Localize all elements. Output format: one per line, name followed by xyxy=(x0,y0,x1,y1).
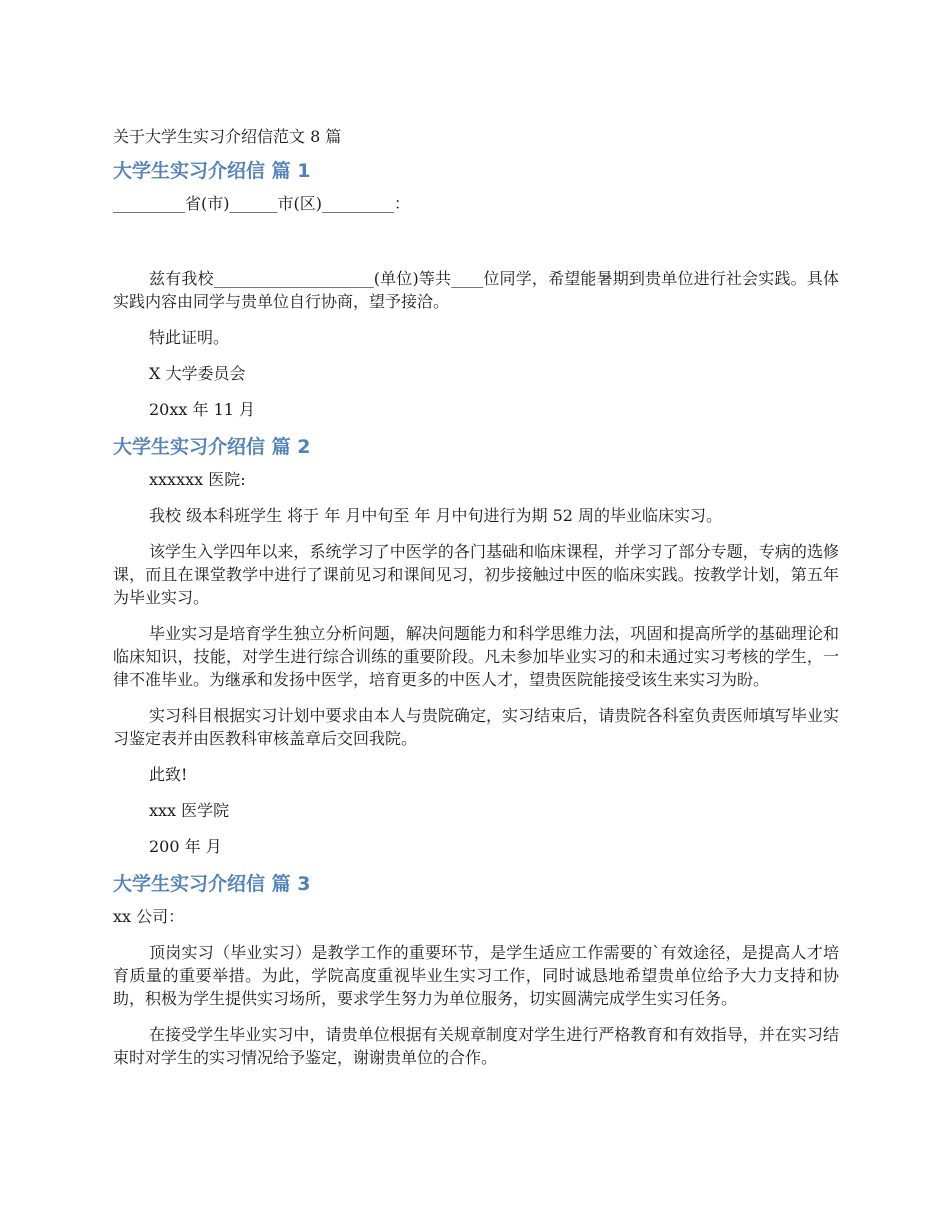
section2-paragraph: 该学生入学四年以来，系统学习了中医学的各门基础和临床课程，并学习了部分专题，专病的选修课，而且在课堂教学中进行了课前见习和课间见习，初步接触过中医的临床实践。按教学计划，第五年为毕业实习。 xyxy=(113,542,839,607)
section1-paragraph: 特此证明。 xyxy=(149,328,230,347)
section2-paragraph: 毕业实习是培育学生独立分析问题，解决问题能力和科学思维力法，巩固和提高所学的基础理论和临床知识，技能，对学生进行综合训练的重要阶段。凡未参加毕业实习的和未通过实习考核的学生，一律不准毕业。为继承和发扬中医学，培育更多的中医人才，望贵医院能接受该生来实习为盼。 xyxy=(113,624,839,689)
document-title: 关于大学生实习介绍信范文 8 篇 xyxy=(113,127,342,146)
section3-salutation: xx 公司： xyxy=(113,907,185,926)
blank-line xyxy=(113,229,839,267)
section2-salutation: xxxxxx 医院: xyxy=(149,470,246,489)
section2-signature: xxx 医学院 xyxy=(149,801,230,820)
section-heading-3: 大学生实习介绍信 篇 3 xyxy=(113,873,311,895)
section3-paragraph: 在接受学生毕业实习中，请贵单位根据有关规章制度对学生进行严格教育和有效指导，并在实习结束时对学生的实习情况给予鉴定，谢谢贵单位的合作。 xyxy=(113,1025,839,1067)
section1-signature: X 大学委员会 xyxy=(149,364,246,383)
section2-date: 200 年 月 xyxy=(149,837,222,856)
document-page xyxy=(113,124,839,1082)
section-heading-2: 大学生实习介绍信 篇 2 xyxy=(113,436,311,458)
section3-paragraph: 顶岗实习（毕业实习）是教学工作的重要环节，是学生适应工作需要的`有效途径，是提高人才培育质量的重要举措。为此，学院高度重视毕业生实习工作，同时诚恳地希望贵单位给予大力支持和协助，积极为学生提供实习场所，要求学生努力为单位服务，切实圆满完成学生实习任务。 xyxy=(113,943,839,1008)
section1-paragraph: 兹有我校____________________(单位)等共____位同学，希望能暑期到贵单位进行社会实践。具体实践内容由同学与贵单位自行协商，望予接洽。 xyxy=(113,269,839,311)
section1-salutation: _________省(市)______市(区)_________： xyxy=(113,194,410,213)
section2-paragraph: 实习科目根据实习计划中要求由本人与贵院确定，实习结束后，请贵院各科室负责医师填写毕业实习鉴定表并由医教科审核盖章后交回我院。 xyxy=(113,706,839,748)
section-heading-1: 大学生实习介绍信 篇 1 xyxy=(113,160,311,182)
section1-date: 20xx 年 11 月 xyxy=(149,400,256,419)
section2-paragraph: 我校 级本科班学生 将于 年 月中旬至 年 月中旬进行为期 52 周的毕业临床实习。 xyxy=(149,506,723,525)
section2-closing: 此致! xyxy=(149,765,188,784)
